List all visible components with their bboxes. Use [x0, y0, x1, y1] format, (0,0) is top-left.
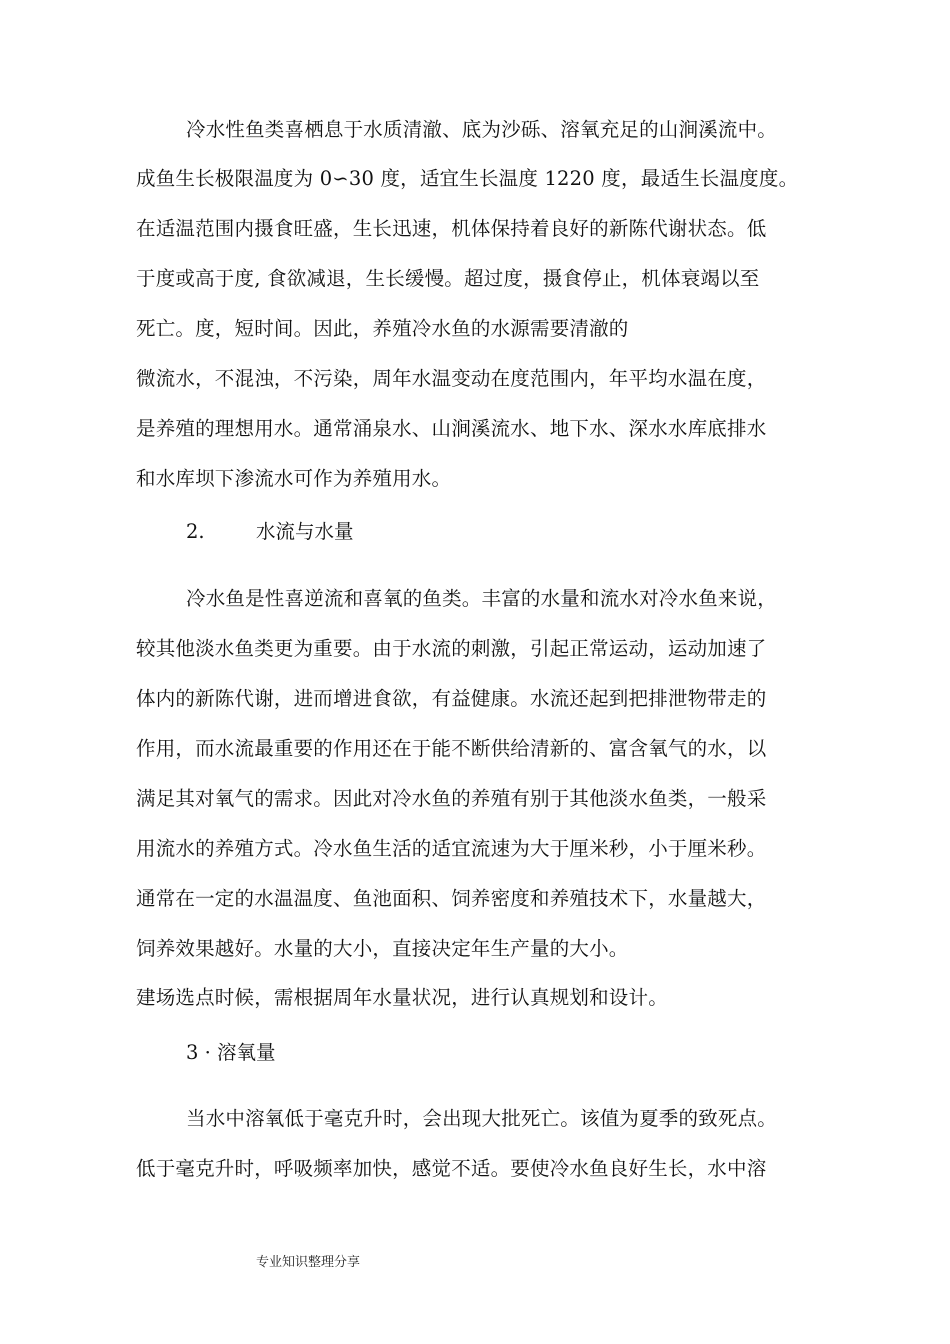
- paragraph1-line-1: 冷水性鱼类喜栖息于水质清澈、底为沙砾、溶氧充足的山涧溪流中。: [186, 118, 778, 141]
- paragraph1-line-2: 成鱼生长极限温度为 0∽30 度，适宜生长温度 1220 度，最适生长温度度。: [136, 167, 799, 190]
- paragraph1-line-8: 和水库坝下渗流水可作为养殖用水。: [136, 467, 452, 490]
- paragraph3-line-1: 当水中溶氧低于毫克升时，会出现大批死亡。该值为夏季的致死点。: [186, 1107, 778, 1130]
- paragraph2-line-9: 建场选点时候，需根据周年水量状况，进行认真规划和设计。: [136, 986, 668, 1009]
- paragraph3-line-2: 低于毫克升时，呼吸频率加快，感觉不适。要使冷水鱼良好生长，水中溶: [136, 1157, 767, 1180]
- paragraph2-line-2: 较其他淡水鱼类更为重要。由于水流的刺激，引起正常运动，运动加速了: [136, 637, 767, 660]
- paragraph2-line-8: 饲养效果越好。水量的大小，直接决定年生产量的大小。: [136, 937, 629, 960]
- paragraph2-line-6: 用流水的养殖方式。冷水鱼生活的适宜流速为大于厘米秒，小于厘米秒。: [136, 837, 767, 860]
- paragraph2-line-4: 作用，而水流最重要的作用还在于能不断供给清新的、富含氧气的水，以: [136, 737, 767, 760]
- paragraph2-line-3: 体内的新陈代谢，进而增进食欲，有益健康。水流还起到把排泄物带走的: [136, 687, 767, 710]
- paragraph2-line-7: 通常在一定的水温温度、鱼池面积、饲养密度和养殖技术下，水量越大，: [136, 887, 767, 910]
- paragraph1-line-5: 死亡。度，短时间。因此，养殖冷水鱼的水源需要清澈的: [136, 317, 629, 340]
- paragraph1-line-6: 微流水，不混浊，不污染，周年水温变动在度范围内，年平均水温在度，: [136, 367, 767, 390]
- paragraph1-line-3: 在适温范围内摄食旺盛，生长迅速，机体保持着良好的新陈代谢状态。低: [136, 217, 767, 240]
- section-3-title: 3 · 溶氧量: [186, 1041, 276, 1064]
- page-footer: 专业知识整理分享: [256, 1255, 361, 1270]
- section-2-title: 水流与水量: [256, 520, 354, 543]
- section-2-number: 2.: [186, 520, 205, 543]
- paragraph2-line-1: 冷水鱼是性喜逆流和喜氧的鱼类。丰富的水量和流水对冷水鱼来说，: [186, 587, 778, 610]
- paragraph1-line-4: 于度或高于度, 食欲减退，生长缓慢。超过度，摄食停止，机体衰竭以至: [136, 267, 760, 290]
- paragraph1-line-7: 是养殖的理想用水。通常涌泉水、山涧溪流水、地下水、深水水库底排水: [136, 417, 767, 440]
- paragraph2-line-5: 满足其对氧气的需求。因此对冷水鱼的养殖有别于其他淡水鱼类，一般采: [136, 787, 767, 810]
